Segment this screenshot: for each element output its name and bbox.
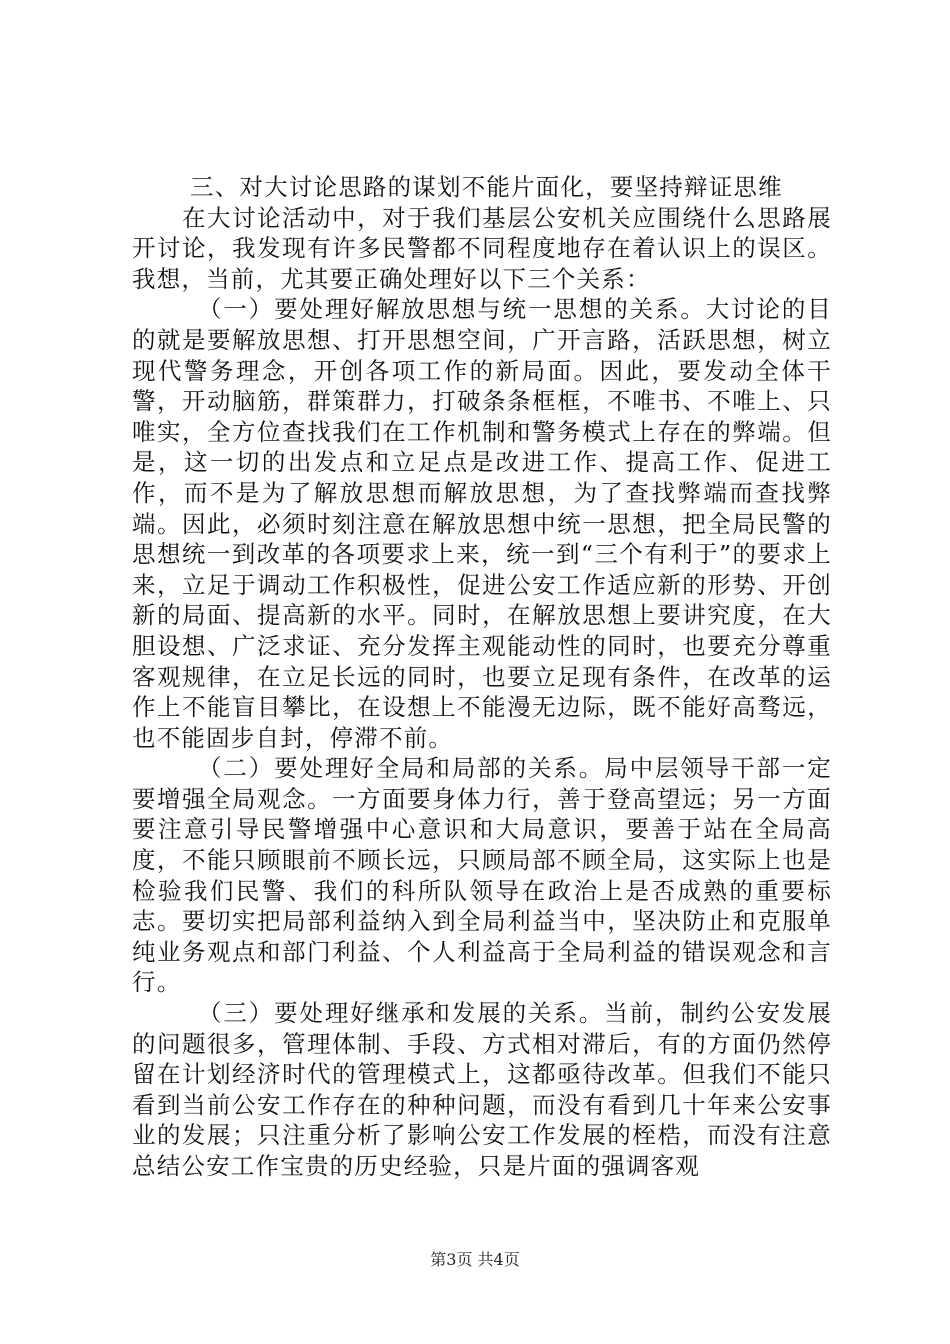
- point-one-paragraph: （一）要处理好解放思想与统一思想的关系。大讨论的目的就是要解放思想、打开思想空间，广开言路，活跃思想，树立现代警务理念，开创各项工作的新局面。因此，要发动全体干警，开动脑筋，群策群力，打破条条框框，不唯书、不唯上、只唯实，全方位查找我们在工作机制和警务模式上存在的弊端。但是，这一切的出发点和立足点是改进工作、提高工作、促进工作，而不是为了解放思想而解放思想，为了查找弊端而查找弊端。因此，必须时刻注意在解放思想中统一思想，把全局民警的思想统一到改革的各项要求上来，统一到“三个有利于”的要求上来，立足于调动工作积极性，促进公安工作适应新的形势、开创新的局面、提高新的水平。同时，在解放思想上要讲究度，在大胆设想、广泛求证、充分发挥主观能动性的同时，也要充分尊重客观规律，在立足长远的同时，也要立足现有条件，在改革的运作上不能盲目攀比，在设想上不能漫无边际，既不能好高骛远，也不能固步自封，停滞不前。: [132, 295, 832, 752]
- page-footer: 第3页 共4页: [430, 1250, 520, 1269]
- point-two-paragraph: （二）要处理好全局和局部的关系。局中层领导干部一定要增强全局观念。一方面要身体力行，善于登高望远；另一方面要注意引导民警增强中心意识和大局意识，要善于站在全局高度，不能只顾眼前不顾长远，只顾局部不顾全局，这实际上也是检验我们民警、我们的科所队领导在政治上是否成熟的重要标志。要切实把局部利益纳入到全局利益当中，坚决防止和克服单纯业务观点和部门利益、个人利益高于全局利益的错误观念和言行。: [132, 754, 832, 997]
- point-three-paragraph: （三）要处理好继承和发展的关系。当前，制约公安发展的问题很多，管理体制、手段、方式相对滞后，有的方面仍然停留在计划经济时代的管理模式上，这都亟待改革。但我们不能只看到当前公安工作存在的种种问题，而没有看到几十年来公安事业的发展；只注重分析了影响公安工作发展的桎梏，而没有注意总结公安工作宝贵的历史经验，只是片面的强调客观: [132, 999, 832, 1180]
- document-body: [132, 172, 832, 1182]
- intro-paragraph: 在大讨论活动中，对于我们基层公安机关应围绕什么思路展开讨论，我发现有许多民警都不同程度地存在着认识上的误区。我想，当前，尤其要正确处理好以下三个关系：: [132, 203, 832, 293]
- section-heading: 三、对大讨论思路的谋划不能片面化，要坚持辩证思维: [190, 173, 783, 201]
